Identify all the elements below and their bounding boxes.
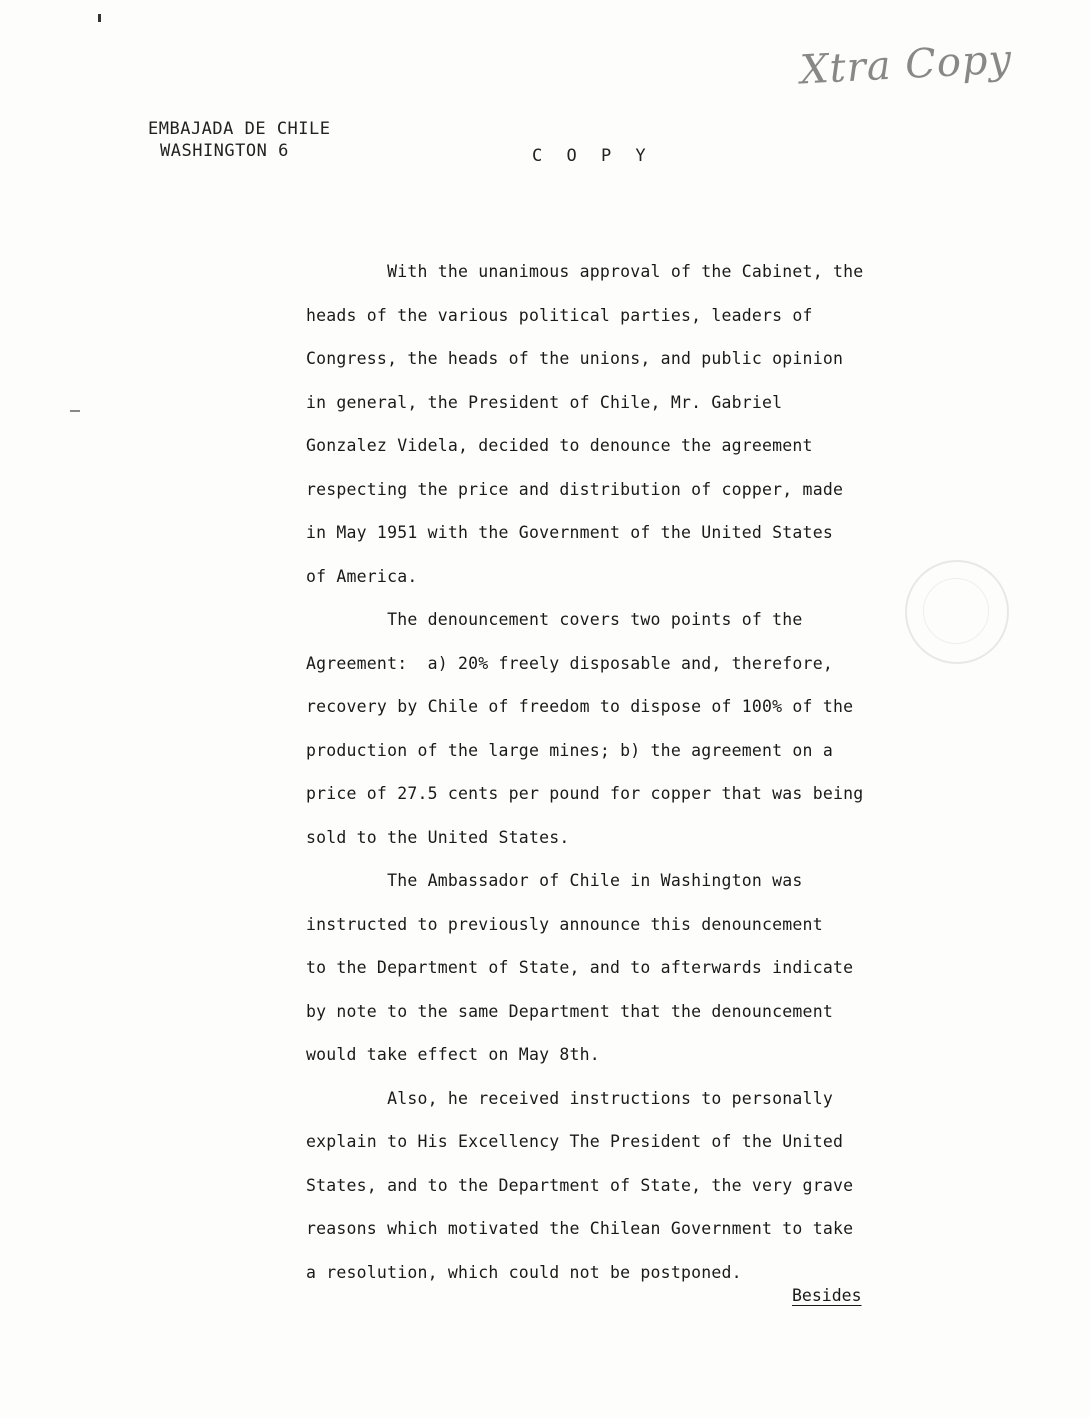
body-line: sold to the United States. — [306, 827, 570, 847]
body-line: Congress, the heads of the unions, and public opinion — [306, 349, 844, 368]
body-line: by note to the same Department that the denouncement — [306, 1001, 833, 1021]
body-line: to the Department of State, and to afterwards indicate — [306, 958, 854, 977]
body-line: States, and to the Department of State, the very grave — [306, 1175, 854, 1195]
body-line: Agreement: a) 20% freely disposable and, therefore, — [306, 653, 833, 673]
letterhead — [148, 118, 331, 162]
body-line: of America. — [306, 566, 418, 586]
body-line: a resolution, which could not be postponed. — [306, 1262, 742, 1282]
margin-mark — [70, 410, 80, 412]
body-line: respecting the price and distribution of copper, made — [306, 479, 844, 499]
body-line: instructed to previously announce this denouncement — [306, 914, 823, 934]
body-line: would take effect on May 8th. — [306, 1045, 600, 1064]
body-line: With the unanimous approval of the Cabinet, the — [306, 262, 864, 281]
body-line: Also, he received instructions to personally — [306, 1088, 833, 1108]
body-line: explain to His Excellency The President of the United — [306, 1132, 844, 1151]
letterhead-embassy: EMBAJADA DE CHILE — [148, 119, 331, 139]
body-line: The denouncement covers two points of the — [306, 610, 803, 629]
handwritten-note: Xtra Copy — [798, 36, 1014, 94]
punch-mark — [98, 14, 101, 22]
continuation-word: Besides — [792, 1286, 862, 1305]
copy-title: C O P Y — [532, 146, 653, 166]
body-line: price of 27.5 cents per pound for copper that was being — [306, 784, 864, 803]
letterhead-city: WASHINGTON 6 — [160, 141, 289, 161]
body-line: in general, the President of Chile, Mr. Gabriel — [306, 392, 783, 412]
body-line: recovery by Chile of freedom to dispose of 100% of the — [306, 697, 854, 716]
body-line: The Ambassador of Chile in Washington was — [306, 871, 803, 890]
body-line: in May 1951 with the Government of the United States — [306, 523, 833, 542]
body-line: heads of the various political parties, leaders of — [306, 305, 813, 325]
letter-body — [306, 250, 946, 1294]
body-line: production of the large mines; b) the agreement on a — [306, 740, 833, 760]
body-line: Gonzalez Videla, decided to denounce the agreement — [306, 436, 813, 455]
body-line: reasons which motivated the Chilean Government to take — [306, 1219, 854, 1238]
